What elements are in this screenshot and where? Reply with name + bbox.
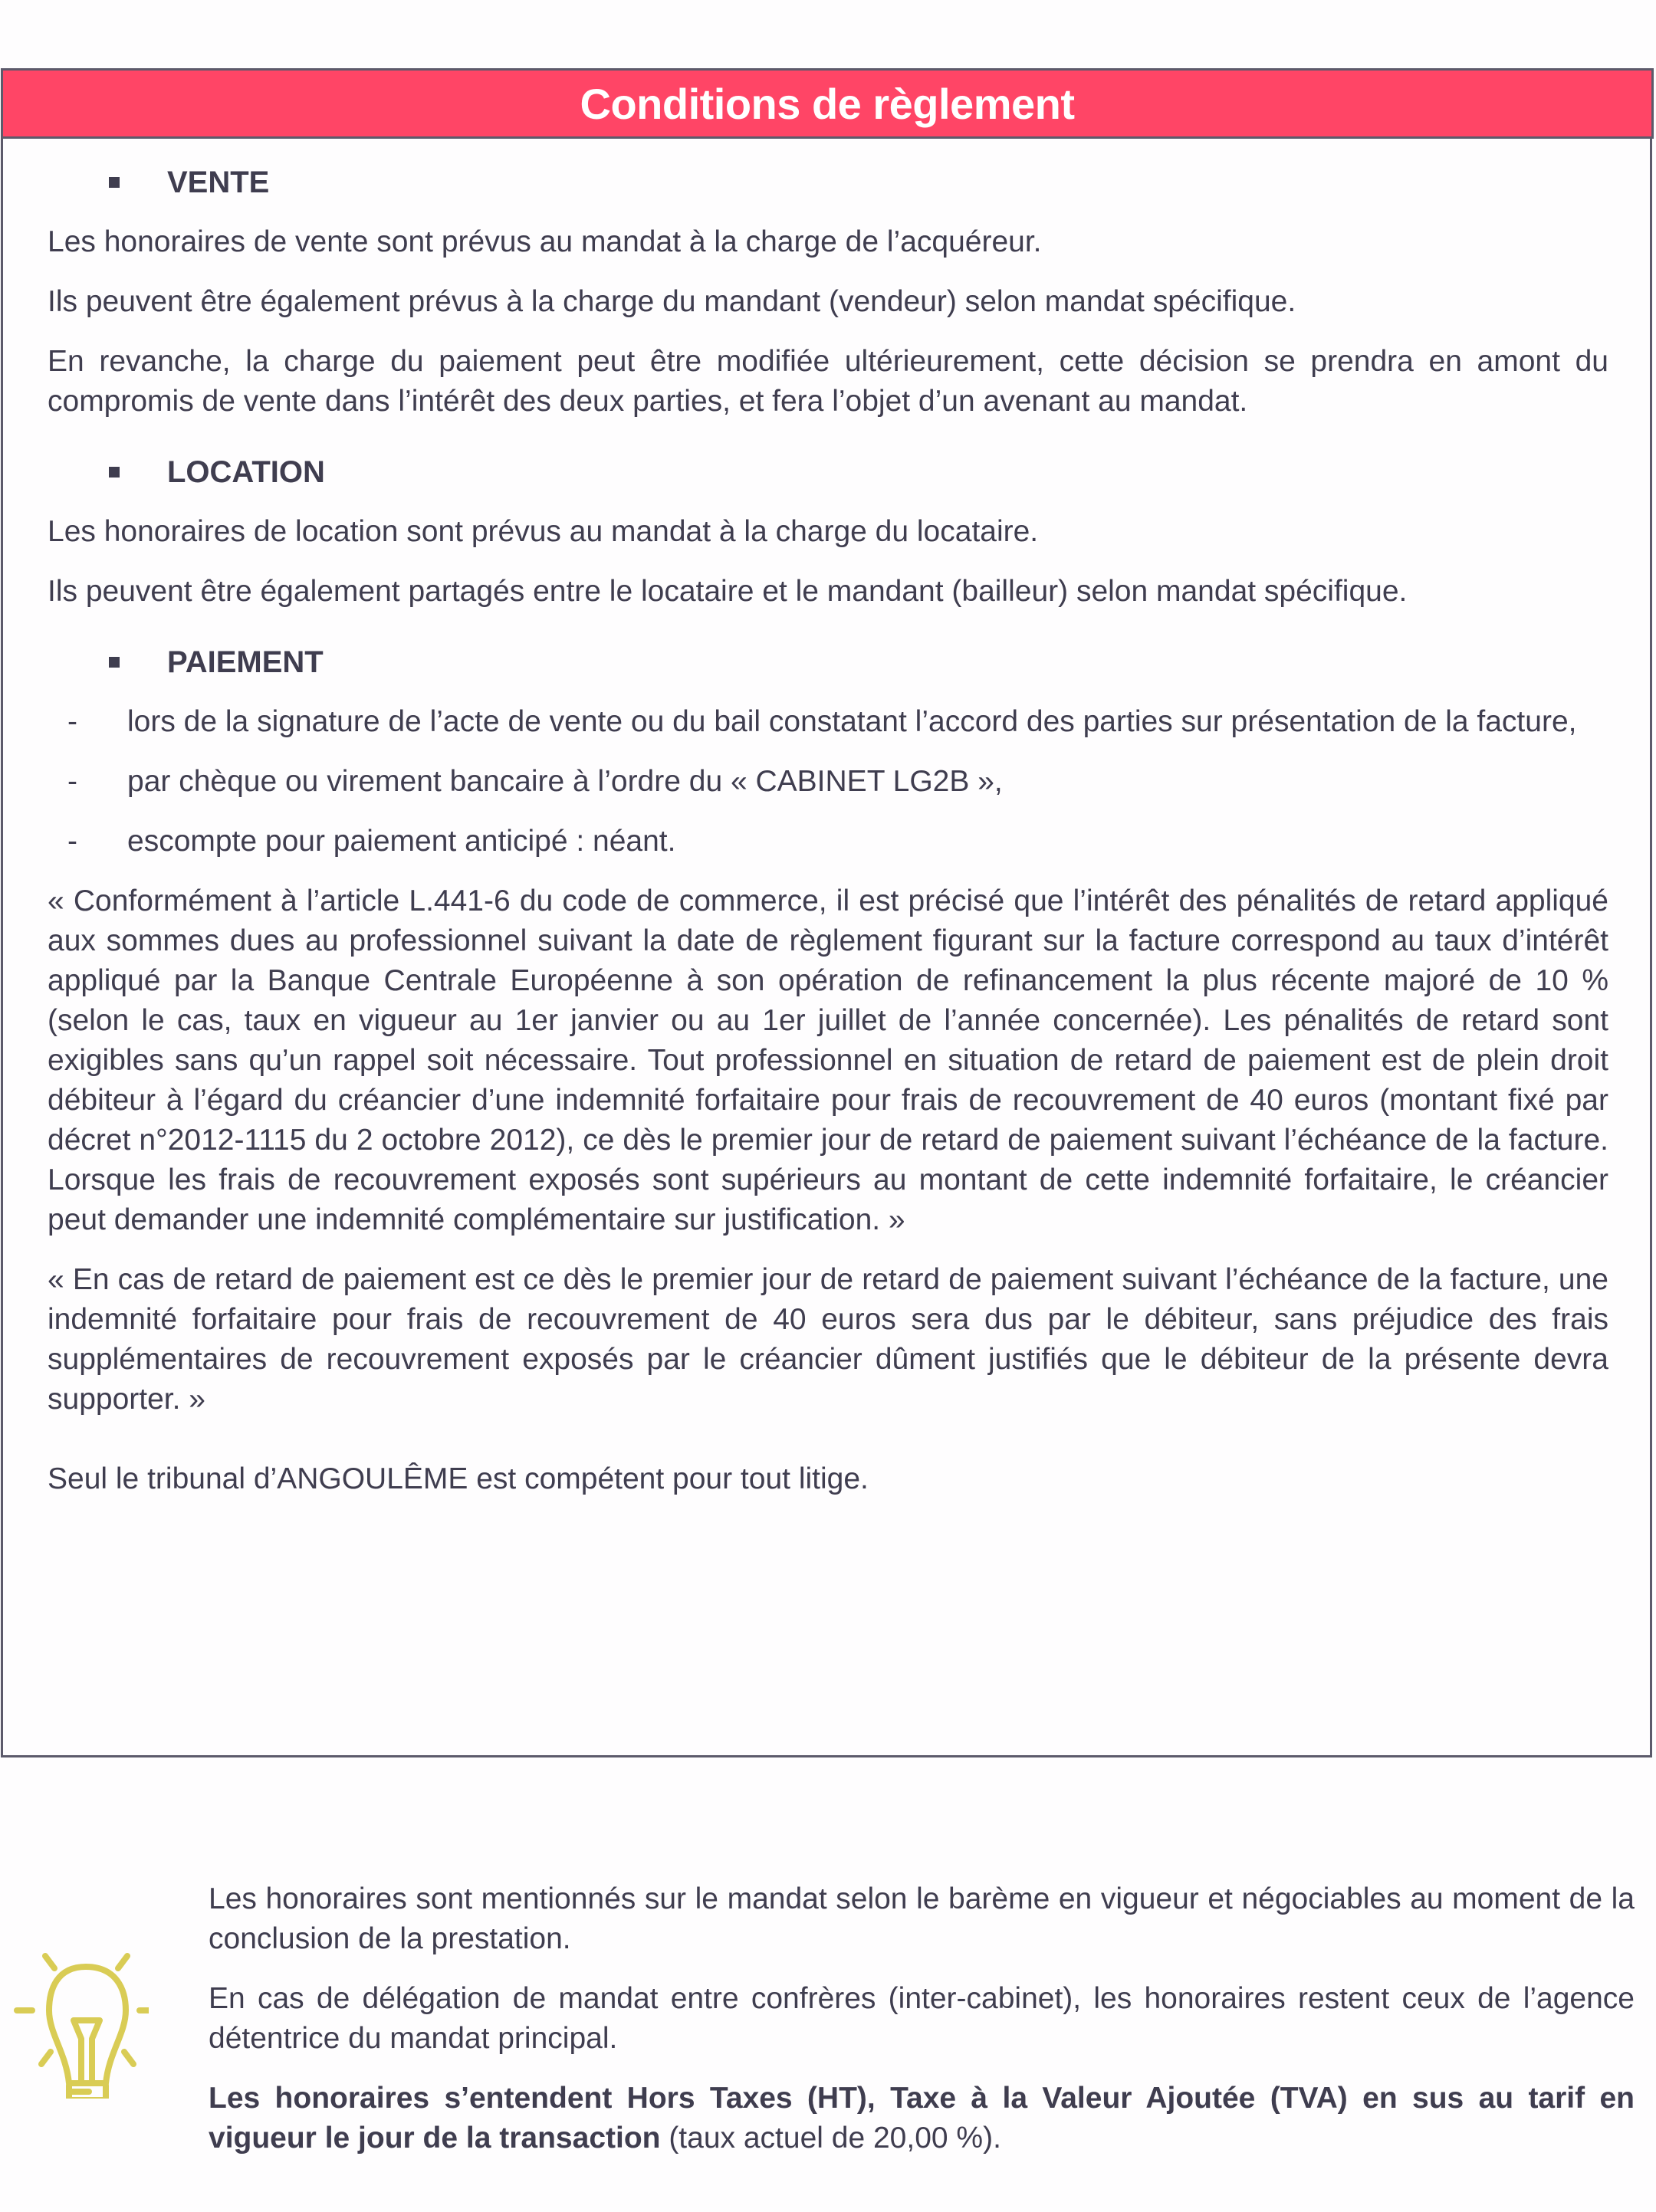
list-item [48,822,1608,861]
paragraph: Ils peuvent être également prévus à la charge du mandant (vendeur) selon mandat spécifique. [48,285,1296,318]
dash-bullet: - [67,825,77,858]
section-header [1,68,1654,139]
vat-rate-text: (taux actuel de 20,00 %). [660,2122,1001,2155]
legal-paragraph: « En cas de retard de paiement est ce dès le premier jour de retard de paiement suivant l’échéance de la facture, une indemnité forfaitaire pour frais de recouvrement de 40 euros sera dus par le débiteur, sans préjudice des frais supplémentaires de recouvrement exposés par le créancier dûment justifiés que le débiteur de la présente devra supporter. » [48,1263,1608,1416]
section-paiement-heading [48,642,1608,682]
section-title: LOCATION [167,455,325,489]
square-bullet-icon [109,467,120,478]
paragraph: Les honoraires de location sont prévus au mandat à la charge du locataire. [48,515,1039,548]
page-title: Conditions de règlement [580,79,1075,128]
paragraph: Ils peuvent être également partagés entre le locataire et le mandant (bailleur) selon mandat spécifique. [48,575,1408,608]
list-item-text: escompte pour paiement anticipé : néant. [127,825,676,858]
note-paragraph: En cas de délégation de mandat entre confrères (inter-cabinet), les honoraires restent ceux de l’agence détentrice du mandat principal. [209,1982,1635,2055]
list-item-text: par chèque ou virement bancaire à l’ordre du « CABINET LG2B », [127,765,1003,798]
legal-paragraph: « Conformément à l’article L.441-6 du code de commerce, il est précisé que l’intérêt des pénalités de retard appliqué aux sommes dues au professionnel suivant la date de règlement figurant sur la facture correspond au taux d’intérêt appliqué par la Banque Centrale Européenne à son opération de refinancement la plus récente majoré de 10 % (selon le cas, taux en vigueur au 1er janvier ou au 1er juillet de l’année concernée). Les pénalités de retard sont exigibles sans qu’un rappel soit nécessaire. Tout professionnel en situation de retard de paiement est de plein droit débiteur à l’égard du créancier d’une indemnité forfaitaire pour frais de recouvrement de 40 euros (montant fixé par décret n°2012-1115 du 2 octobre 2012), ce dès le premier jour de retard de paiement suivant l’échéance de la facture. Lorsque les frais de recouvrement exposés sont supérieurs au montant de cette indemnité forfaitaire, le créancier peut demander une indemnité complémentaire sur justification. » [48,884,1608,1236]
note-vat-paragraph [209,2079,1635,2158]
section-location-heading [48,452,1608,492]
list-item-text: lors de la signature de l’acte de vente ou du bail constatant l’accord des parties sur présentation de la facture, [127,705,1577,738]
lightbulb-icon [11,1953,149,2099]
conditions-content [48,162,1608,1499]
section-vente-heading [48,162,1608,202]
square-bullet-icon [109,657,120,668]
square-bullet-icon [109,177,120,188]
list-item [48,702,1608,742]
fees-note [209,1879,1635,2158]
vat-bold-text: Les honoraires s’entendent Hors Taxes (HT), Taxe à la Valeur Ajoutée (TVA) en sus au tarif en vigueur le jour de la transaction [209,2082,1635,2155]
section-title: VENTE [167,166,270,199]
dash-bullet: - [67,765,77,798]
section-title: PAIEMENT [167,645,324,679]
note-paragraph: Les honoraires sont mentionnés sur le mandat selon le barème en vigueur et négociables au moment de la conclusion de la prestation. [209,1882,1635,1955]
dash-bullet: - [67,705,77,738]
paragraph: En revanche, la charge du paiement peut être modifiée ultérieurement, cette décision se prendra en amont du compromis de vente dans l’intérêt des deux parties, et fera l’objet d’un avenant au mandat. [48,345,1608,418]
list-item [48,762,1608,802]
paragraph: Les honoraires de vente sont prévus au mandat à la charge de l’acquéreur. [48,225,1042,258]
tribunal-statement: Seul le tribunal d’ANGOULÊME est compétent pour tout litige. [48,1462,869,1495]
